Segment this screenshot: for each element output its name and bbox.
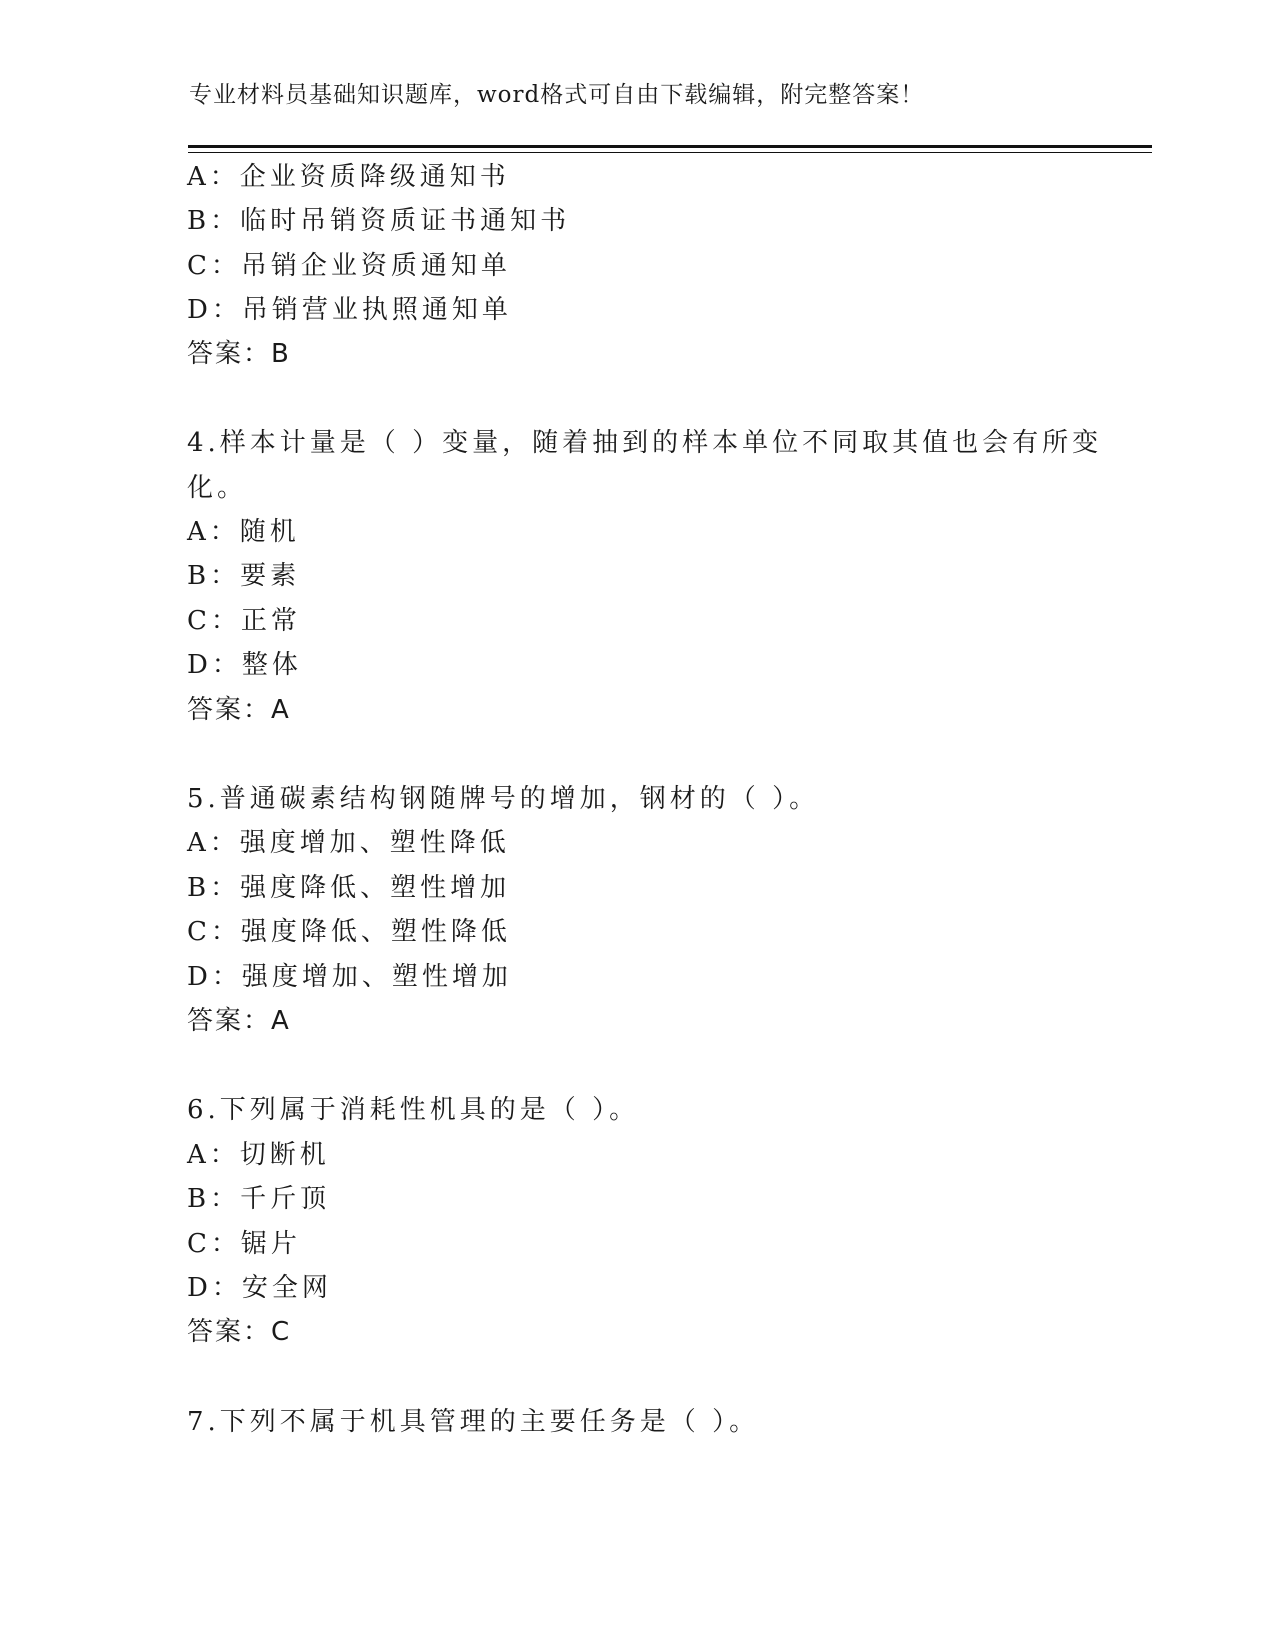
q5-option-d: D：强度增加、塑性增加 [187,962,512,992]
q4-option-a: A：随机 [187,517,300,547]
q5-option-b: B：强度降低、塑性增加 [187,873,511,903]
q4-answer: 答案：A [187,695,291,725]
page-header: 专业材料员基础知识题库，word格式可自由下载编辑，附完整答案！ [189,82,925,108]
q6-stem: 6.下列属于消耗性机具的是（ ）。 [187,1095,640,1125]
q3-answer: 答案：B [187,339,291,369]
q6-option-a: A：切断机 [187,1140,330,1170]
q4-stem: 4.样本计量是（ ）变量，随着抽到的样本单位不同取其值也会有所变 [187,428,1103,458]
q5-answer: 答案：A [187,1006,291,1036]
q5-option-a: A：强度增加、塑性降低 [187,828,510,858]
q4-stem-cont: 化。 [187,473,248,503]
q5-stem: 5.普通碳素结构钢随牌号的增加，钢材的（ ）。 [187,784,820,814]
q6-answer: 答案：C [187,1317,292,1347]
q3-option-a: A：企业资质降级通知书 [187,162,510,192]
q3-option-d: D：吊销营业执照通知单 [187,295,512,325]
q3-option-b: B：临时吊销资质证书通知书 [187,206,571,236]
q5-option-c: C：强度降低、塑性降低 [187,917,511,947]
q4-option-c: C：正常 [187,606,301,636]
q4-option-d: D：整体 [187,650,302,680]
header-rule-thick [188,145,1152,148]
header-rule-thin [188,152,1152,153]
q6-option-b: B：千斤顶 [187,1184,331,1214]
q3-option-c: C：吊销企业资质通知单 [187,251,511,281]
q4-option-b: B：要素 [187,561,301,591]
q6-option-c: C：锯片 [187,1229,301,1259]
q6-option-d: D：安全网 [187,1273,332,1303]
q7-stem: 7.下列不属于机具管理的主要任务是（ ）。 [187,1407,760,1437]
